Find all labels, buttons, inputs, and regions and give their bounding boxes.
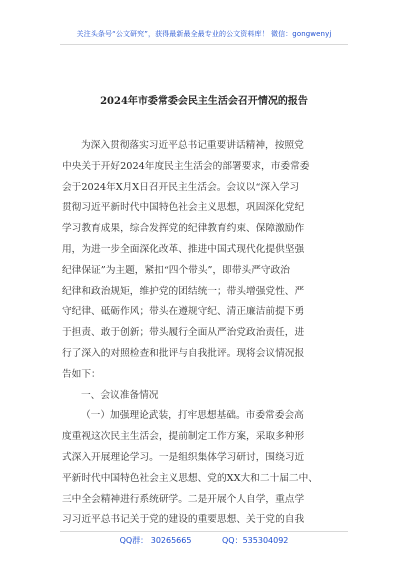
paragraph-line: 中央关于开好2024年度民主生活会的部署要求，市委常委 — [62, 160, 310, 172]
paragraph-line: 度重视这次民主生活会，提前制定工作方案，采取多种形 — [62, 431, 305, 443]
paragraph-line: 会于2024年X月X日召开民主生活会。会议以“深入学习 — [62, 181, 300, 193]
paragraph-line: 一、会议准备情况 — [81, 389, 159, 401]
paragraph-line: 行了深入的对照检查和批评与自我批评。现将会议情况报 — [62, 347, 305, 359]
paragraph-line: 告如下： — [62, 368, 101, 380]
paragraph-line: 式深入开展理论学习。一是组织集体学习研讨，围绕习近 — [62, 451, 305, 463]
contact-footer — [0, 535, 408, 546]
paragraph-line: （一）加强理论武装，打牢思想基础。市委常委会高 — [81, 410, 304, 422]
promo-header: 关注头条号“公文研究”，获得最新最全最专业的公文资料库！ 微信：gongwenyj — [76, 30, 332, 38]
header-divider — [60, 44, 348, 45]
paragraph-line: 纪律保证”为主题，紧扣“四个带头”，即带头严守政治 — [62, 264, 290, 276]
paragraph-line: 纪律和政治规矩，维护党的团结统一；带头增强党性、严 — [62, 285, 305, 297]
paragraph-line: 为深入贯彻落实习近平总书记重要讲话精神，按照党 — [81, 140, 304, 151]
paragraph-line: 习习近平总书记关于党的建设的重要思想、关于党的自我 — [62, 514, 305, 526]
footer-divider — [60, 531, 348, 532]
paragraph-line: 守纪律、砥砺作风；带头在遵规守纪、清正廉洁前提下勇 — [62, 306, 305, 318]
paragraph-line: 平新时代中国特色社会主义思想、党的XX大和二十届二中、 — [62, 472, 318, 484]
qq-number: QQ：535304092 — [222, 536, 289, 545]
paragraph-line: 贯彻习近平新时代中国特色社会主义思想，巩固深化党纪 — [62, 202, 305, 214]
paragraph-line: 于担责、敢于创新；带头履行全面从严治党政治责任，进 — [62, 327, 305, 339]
document-title: 2024年市委常委会民主生活会召开情况的报告 — [100, 96, 308, 107]
paragraph-line: 用，为进一步全面深化改革、推进中国式现代化提供坚强 — [62, 243, 305, 255]
qq-group-number: QQ群： 30265665 — [119, 536, 192, 545]
document-body — [62, 136, 346, 531]
paragraph-line: 三中全会精神进行系统研学。二是开展个人自学，重点学 — [62, 493, 305, 505]
paragraph-line: 学习教育成果，综合发挥党的纪律教育约束、保障激励作 — [62, 223, 305, 235]
